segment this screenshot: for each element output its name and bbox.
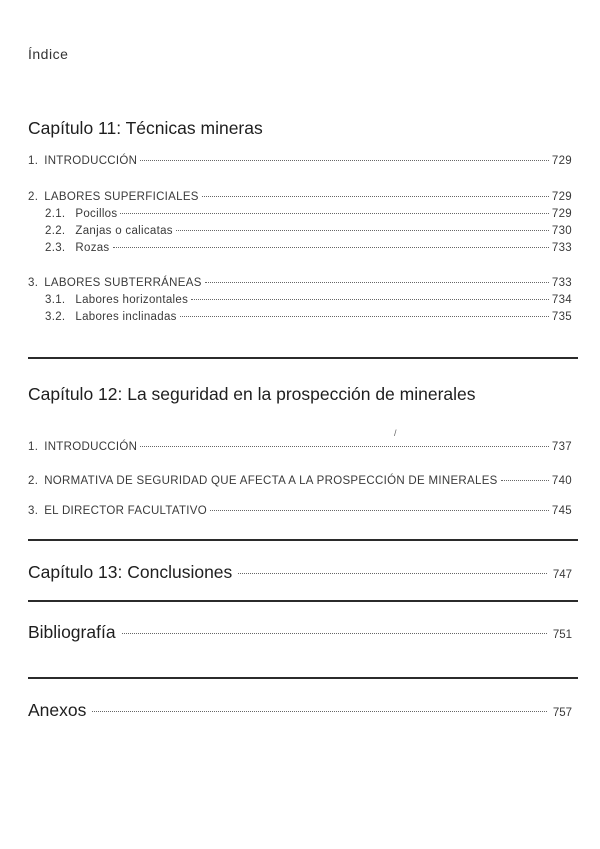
entry-number: 2. [28, 191, 39, 203]
entry-title: Pocillos [75, 208, 118, 220]
toc-subentry[interactable] [45, 294, 572, 306]
entry-page: 729 [551, 191, 572, 203]
entry-number: 1. [28, 155, 39, 167]
entry-number: 3.1. [45, 294, 66, 306]
chapter-11-title: Capítulo 11: Técnicas mineras [28, 118, 263, 138]
section-divider [28, 357, 578, 359]
entry-title: Zanjas o calicatas [75, 225, 173, 237]
entry-title: LABORES SUPERFICIALES [44, 191, 199, 203]
chapter-12-title: Capítulo 12: La seguridad en la prospección de minerales [28, 384, 476, 404]
entry-page: 745 [551, 505, 572, 517]
dot-leader [120, 213, 548, 214]
entry-page: 729 [551, 155, 572, 167]
dot-leader [191, 299, 549, 300]
entry-page: 735 [551, 311, 572, 323]
dot-leader [202, 196, 549, 197]
chapter-13-title: Capítulo 13: Conclusiones [28, 562, 233, 582]
bibliography-title: Bibliografía [28, 622, 116, 642]
section-divider [28, 600, 578, 602]
dot-leader [210, 510, 549, 511]
dot-leader [140, 446, 549, 447]
section-divider [28, 677, 578, 679]
toc-subentry[interactable] [45, 311, 572, 323]
dot-leader [238, 573, 547, 574]
toc-entry[interactable] [28, 191, 572, 203]
entry-title: INTRODUCCIÓN [44, 441, 138, 453]
toc-entry[interactable] [28, 475, 572, 487]
entry-number: 1. [28, 441, 39, 453]
entry-page: 729 [551, 208, 572, 220]
toc-chapter-13[interactable] [28, 562, 572, 583]
toc-annexes[interactable] [28, 700, 572, 721]
entry-title: EL DIRECTOR FACULTATIVO [44, 505, 208, 517]
dot-leader [113, 247, 549, 248]
dot-leader [180, 316, 549, 317]
entry-page: 730 [551, 225, 572, 237]
section-divider [28, 539, 578, 541]
entry-title: LABORES SUBTERRÁNEAS [44, 277, 202, 289]
entry-title: Labores horizontales [75, 294, 189, 306]
entry-page: 751 [552, 629, 572, 641]
entry-page: 747 [552, 569, 572, 581]
entry-number: 2. [28, 475, 39, 487]
entry-page: 757 [552, 707, 572, 719]
entry-page: 737 [551, 441, 572, 453]
dot-leader [92, 711, 546, 712]
entry-page: 740 [551, 475, 572, 487]
dot-leader [140, 160, 549, 161]
entry-title: INTRODUCCIÓN [44, 155, 138, 167]
entry-title: Labores inclinadas [75, 311, 177, 323]
toc-subentry[interactable] [45, 225, 572, 237]
toc-subentry[interactable] [45, 208, 572, 220]
entry-title: NORMATIVA DE SEGURIDAD QUE AFECTA A LA PROSPECCIÓN DE MINERALES [44, 475, 498, 487]
toc-entry[interactable] [28, 441, 572, 453]
dot-leader [205, 282, 549, 283]
toc-entry[interactable] [28, 277, 572, 289]
scan-speck: / [394, 428, 397, 438]
entry-number: 3. [28, 505, 39, 517]
entry-page: 733 [551, 242, 572, 254]
entry-number: 3.2. [45, 311, 66, 323]
toc-entry[interactable] [28, 505, 572, 517]
dot-leader [176, 230, 549, 231]
entry-number: 3. [28, 277, 39, 289]
entry-number: 2.1. [45, 208, 66, 220]
entry-title: Rozas [75, 242, 110, 254]
entry-page: 733 [551, 277, 572, 289]
toc-subentry[interactable] [45, 242, 572, 254]
toc-bibliography[interactable] [28, 622, 572, 643]
entry-number: 2.2. [45, 225, 66, 237]
annexes-title: Anexos [28, 700, 87, 720]
entry-number: 2.3. [45, 242, 66, 254]
entry-page: 734 [551, 294, 572, 306]
toc-entry[interactable] [28, 155, 572, 167]
dot-leader [122, 633, 547, 634]
dot-leader [501, 480, 549, 481]
page-header: Índice [28, 46, 69, 62]
